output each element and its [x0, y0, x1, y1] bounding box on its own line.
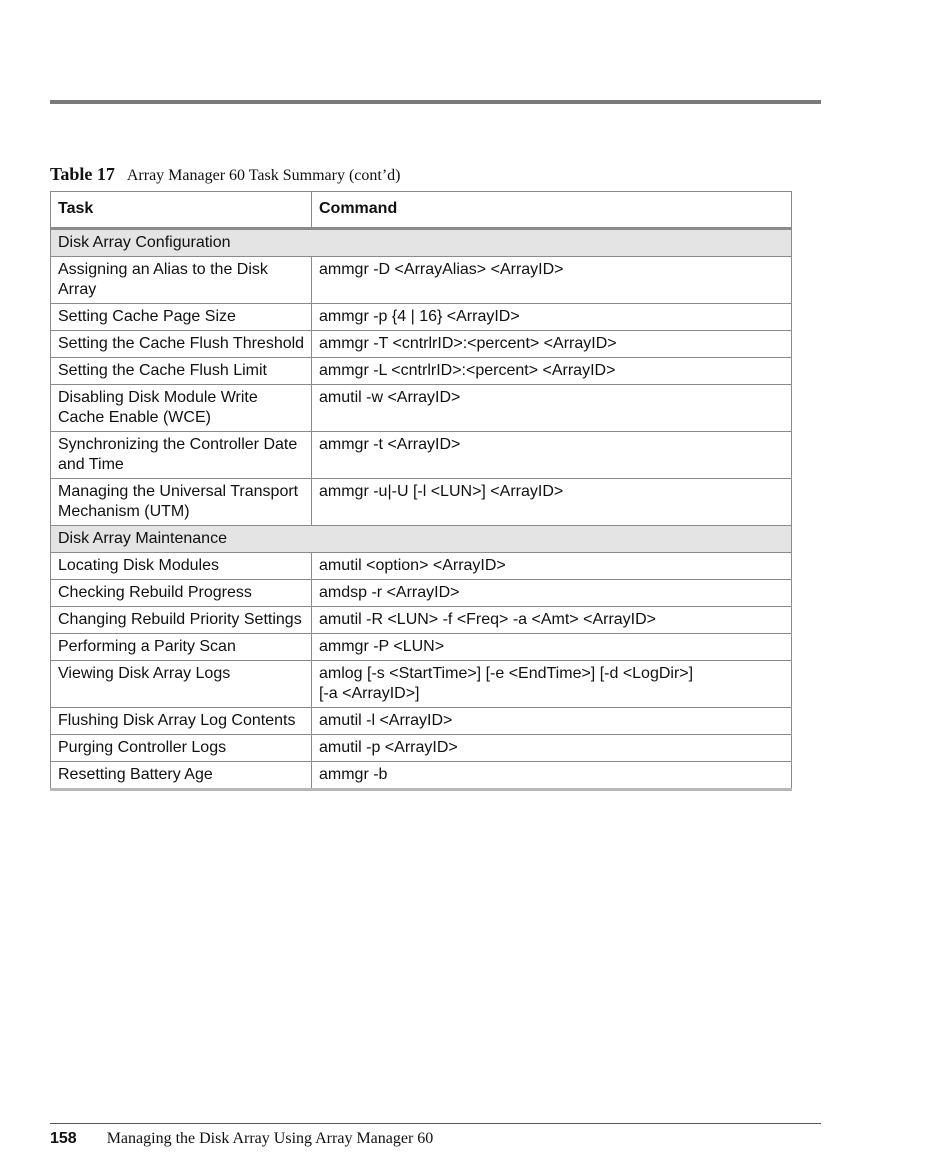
section-label: Disk Array Maintenance: [51, 526, 792, 553]
task-cell: Disabling Disk Module Write Cache Enable (WCE): [51, 385, 312, 432]
task-cell: Viewing Disk Array Logs: [51, 661, 312, 708]
command-cell: amdsp -r <ArrayID>: [312, 580, 792, 607]
section-row: [51, 526, 792, 553]
top-rule: [50, 100, 821, 104]
table-row: [51, 385, 792, 432]
task-cell: Locating Disk Modules: [51, 553, 312, 580]
command-cell: ammgr -P <LUN>: [312, 634, 792, 661]
command-cell: ammgr -t <ArrayID>: [312, 432, 792, 479]
page-footer: [50, 1130, 433, 1148]
table-caption: [50, 164, 400, 185]
table-title: Array Manager 60 Task Summary (cont’d): [126, 167, 401, 184]
task-cell: Setting Cache Page Size: [51, 304, 312, 331]
task-cell: Changing Rebuild Priority Settings: [51, 607, 312, 634]
task-cell: Setting the Cache Flush Limit: [51, 358, 312, 385]
table-row: [51, 553, 792, 580]
table-number: Table 17: [50, 164, 115, 184]
task-cell: Setting the Cache Flush Threshold: [51, 331, 312, 358]
table-row: [51, 735, 792, 762]
table-row: [51, 708, 792, 735]
table-row: [51, 432, 792, 479]
task-summary-table: [50, 191, 792, 791]
command-cell: amutil <option> <ArrayID>: [312, 553, 792, 580]
footer-rule: [50, 1123, 821, 1124]
task-cell: Assigning an Alias to the Disk Array: [51, 257, 312, 304]
table-row: [51, 479, 792, 526]
footer-title: Managing the Disk Array Using Array Manager 60: [106, 1130, 434, 1147]
table-row: [51, 257, 792, 304]
table-header-row: [51, 192, 792, 229]
task-cell: Checking Rebuild Progress: [51, 580, 312, 607]
table-row: [51, 607, 792, 634]
table-row: [51, 661, 792, 708]
table-row: [51, 762, 792, 790]
table-row: [51, 634, 792, 661]
table-row: [51, 331, 792, 358]
table-row: [51, 304, 792, 331]
command-cell: ammgr -L <cntrlrID>:<percent> <ArrayID>: [312, 358, 792, 385]
command-cell: ammgr -D <ArrayAlias> <ArrayID>: [312, 257, 792, 304]
section-label: Disk Array Configuration: [51, 229, 792, 257]
command-cell: amutil -l <ArrayID>: [312, 708, 792, 735]
table-row: [51, 580, 792, 607]
command-cell: ammgr -b: [312, 762, 792, 790]
command-cell: amlog [-s <StartTime>] [-e <EndTime>] [-d <LogDir>] [-a <ArrayID>]: [312, 661, 792, 708]
command-cell: ammgr -T <cntrlrID>:<percent> <ArrayID>: [312, 331, 792, 358]
command-cell: amutil -p <ArrayID>: [312, 735, 792, 762]
command-cell: ammgr -p {4 | 16} <ArrayID>: [312, 304, 792, 331]
command-cell: amutil -R <LUN> -f <Freq> -a <Amt> <ArrayID>: [312, 607, 792, 634]
task-cell: Flushing Disk Array Log Contents: [51, 708, 312, 735]
command-cell: ammgr -u|-U [-l <LUN>] <ArrayID>: [312, 479, 792, 526]
command-cell: amutil -w <ArrayID>: [312, 385, 792, 432]
table-row: [51, 358, 792, 385]
task-cell: Performing a Parity Scan: [51, 634, 312, 661]
table-body: [51, 229, 792, 790]
header-command: Command: [312, 192, 792, 229]
task-cell: Purging Controller Logs: [51, 735, 312, 762]
header-task: Task: [51, 192, 312, 229]
task-cell: Managing the Universal Transport Mechanism (UTM): [51, 479, 312, 526]
section-row: [51, 229, 792, 257]
page-number: 158: [50, 1130, 77, 1147]
task-cell: Resetting Battery Age: [51, 762, 312, 790]
task-cell: Synchronizing the Controller Date and Time: [51, 432, 312, 479]
